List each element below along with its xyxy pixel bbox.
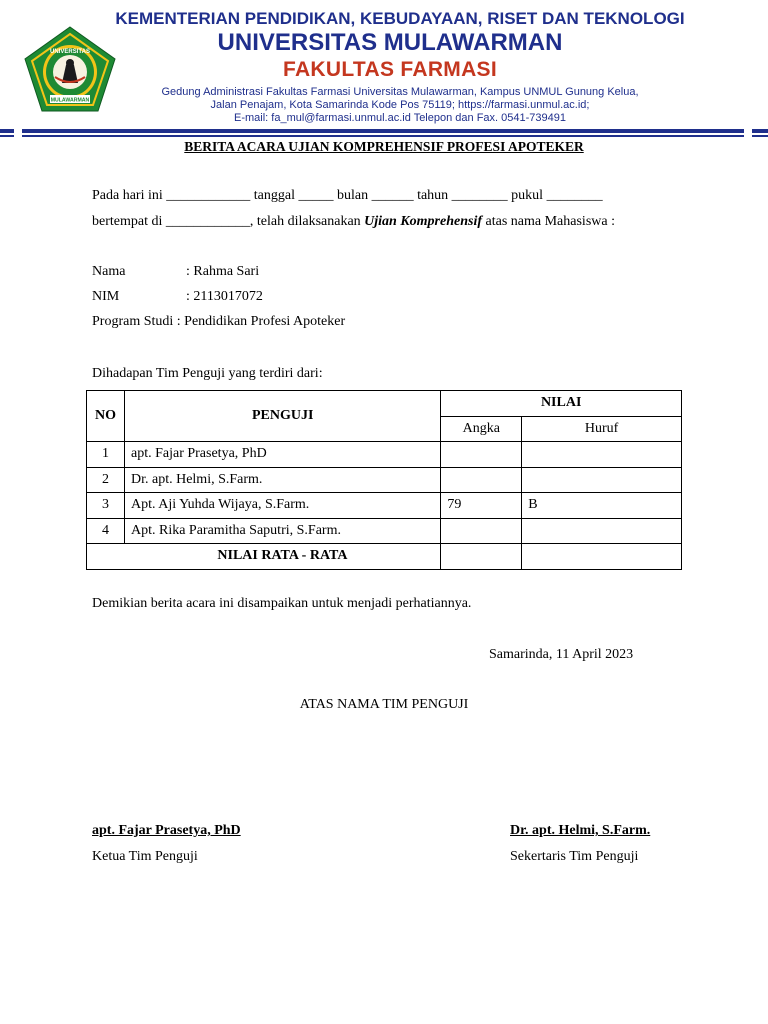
row-huruf bbox=[522, 442, 682, 468]
address-line-1: Gedung Administrasi Fakultas Farmasi Universitas Mulawarman, Kampus UNMUL Gunung Kelua, bbox=[161, 86, 639, 98]
signatory-secretary-name: Dr. apt. Helmi, S.Farm. bbox=[510, 823, 651, 838]
place-date: Samarinda, 11 April 2023 bbox=[489, 647, 634, 662]
header-no: NO bbox=[87, 391, 125, 442]
address-line-2: Jalan Penajam, Kota Samarinda Kode Pos 75119; https://farmasi.unmul.ac.id; bbox=[210, 99, 590, 111]
university-name: UNIVERSITAS MULAWARMAN bbox=[217, 29, 563, 56]
table-row bbox=[87, 493, 682, 519]
location-line-post: atas nama Mahasiswa : bbox=[482, 214, 615, 229]
location-line-pre: bertempat di ____________, telah dilaksanakan bbox=[92, 214, 365, 229]
location-line bbox=[92, 214, 615, 230]
study-program: Program Studi : Pendidikan Profesi Apoteker bbox=[92, 314, 346, 329]
row-no: 1 bbox=[87, 442, 125, 468]
row-huruf bbox=[522, 467, 682, 493]
rule-gap bbox=[744, 129, 752, 137]
row-no: 3 bbox=[87, 493, 125, 519]
row-examiner: Dr. apt. Helmi, S.Farm. bbox=[124, 467, 440, 493]
panel-intro: Dihadapan Tim Penguji yang terdiri dari: bbox=[92, 366, 323, 381]
row-examiner: Apt. Rika Paramitha Saputri, S.Farm. bbox=[124, 518, 440, 544]
row-examiner: Apt. Aji Yuhda Wijaya, S.Farm. bbox=[124, 493, 440, 519]
header-penguji: PENGUJI bbox=[124, 391, 440, 442]
header-huruf: Huruf bbox=[522, 416, 682, 442]
row-angka bbox=[441, 442, 522, 468]
signatory-chair-name: apt. Fajar Prasetya, PhD bbox=[92, 823, 241, 838]
address-line-3: E-mail: fa_mul@farmasi.unmul.ac.id Telepon dan Fax. 0541-739491 bbox=[234, 112, 566, 124]
exam-name: Ujian Komprehensif bbox=[364, 214, 483, 229]
row-angka bbox=[441, 518, 522, 544]
table-row bbox=[87, 442, 682, 468]
row-no: 2 bbox=[87, 467, 125, 493]
faculty-name: FAKULTAS FARMASI bbox=[282, 58, 497, 81]
signatory-chair-role: Ketua Tim Penguji bbox=[92, 849, 198, 864]
row-no: 4 bbox=[87, 518, 125, 544]
row-huruf: B bbox=[522, 493, 682, 519]
row-examiner: apt. Fajar Prasetya, PhD bbox=[124, 442, 440, 468]
table-row bbox=[87, 518, 682, 544]
student-nim-value: : 2113017072 bbox=[186, 289, 263, 304]
rule-gap bbox=[14, 129, 22, 137]
row-angka bbox=[441, 467, 522, 493]
header-angka: Angka bbox=[441, 416, 522, 442]
student-name-label: Nama bbox=[92, 264, 126, 279]
signatory-secretary-role: Sekertaris Tim Penguji bbox=[510, 849, 639, 864]
average-angka bbox=[441, 544, 522, 570]
letterhead-rule-thick bbox=[0, 129, 768, 133]
on-behalf-heading: ATAS NAMA TIM PENGUJI bbox=[299, 697, 469, 712]
ministry-name: KEMENTERIAN PENDIDIKAN, KEBUDAYAAN, RISET DAN TEKNOLOGI bbox=[115, 9, 685, 28]
logo-text-top: UNIVERSITAS bbox=[50, 49, 90, 55]
student-nim-label: NIM bbox=[92, 289, 120, 304]
average-label: NILAI RATA - RATA bbox=[124, 544, 440, 570]
letterhead-rule-thin bbox=[0, 135, 768, 137]
average-row bbox=[87, 544, 682, 570]
logo-text-bottom: MULAWARMAN bbox=[50, 97, 90, 104]
table-row bbox=[87, 467, 682, 493]
date-line: Pada hari ini ____________ tanggal _____ bulan ______ tahun ________ pukul ________ bbox=[92, 188, 603, 203]
student-name-value: : Rahma Sari bbox=[186, 264, 260, 279]
average-huruf bbox=[522, 544, 682, 570]
row-angka: 79 bbox=[441, 493, 522, 519]
average-spacer bbox=[87, 544, 125, 570]
grades-table bbox=[86, 390, 682, 570]
closing-statement: Demikian berita acara ini disampaikan untuk menjadi perhatiannya. bbox=[92, 596, 472, 611]
header-nilai: NILAI bbox=[441, 391, 682, 417]
row-huruf bbox=[522, 518, 682, 544]
document-title: BERITA ACARA UJIAN KOMPREHENSIF PROFESI APOTEKER bbox=[184, 139, 584, 154]
